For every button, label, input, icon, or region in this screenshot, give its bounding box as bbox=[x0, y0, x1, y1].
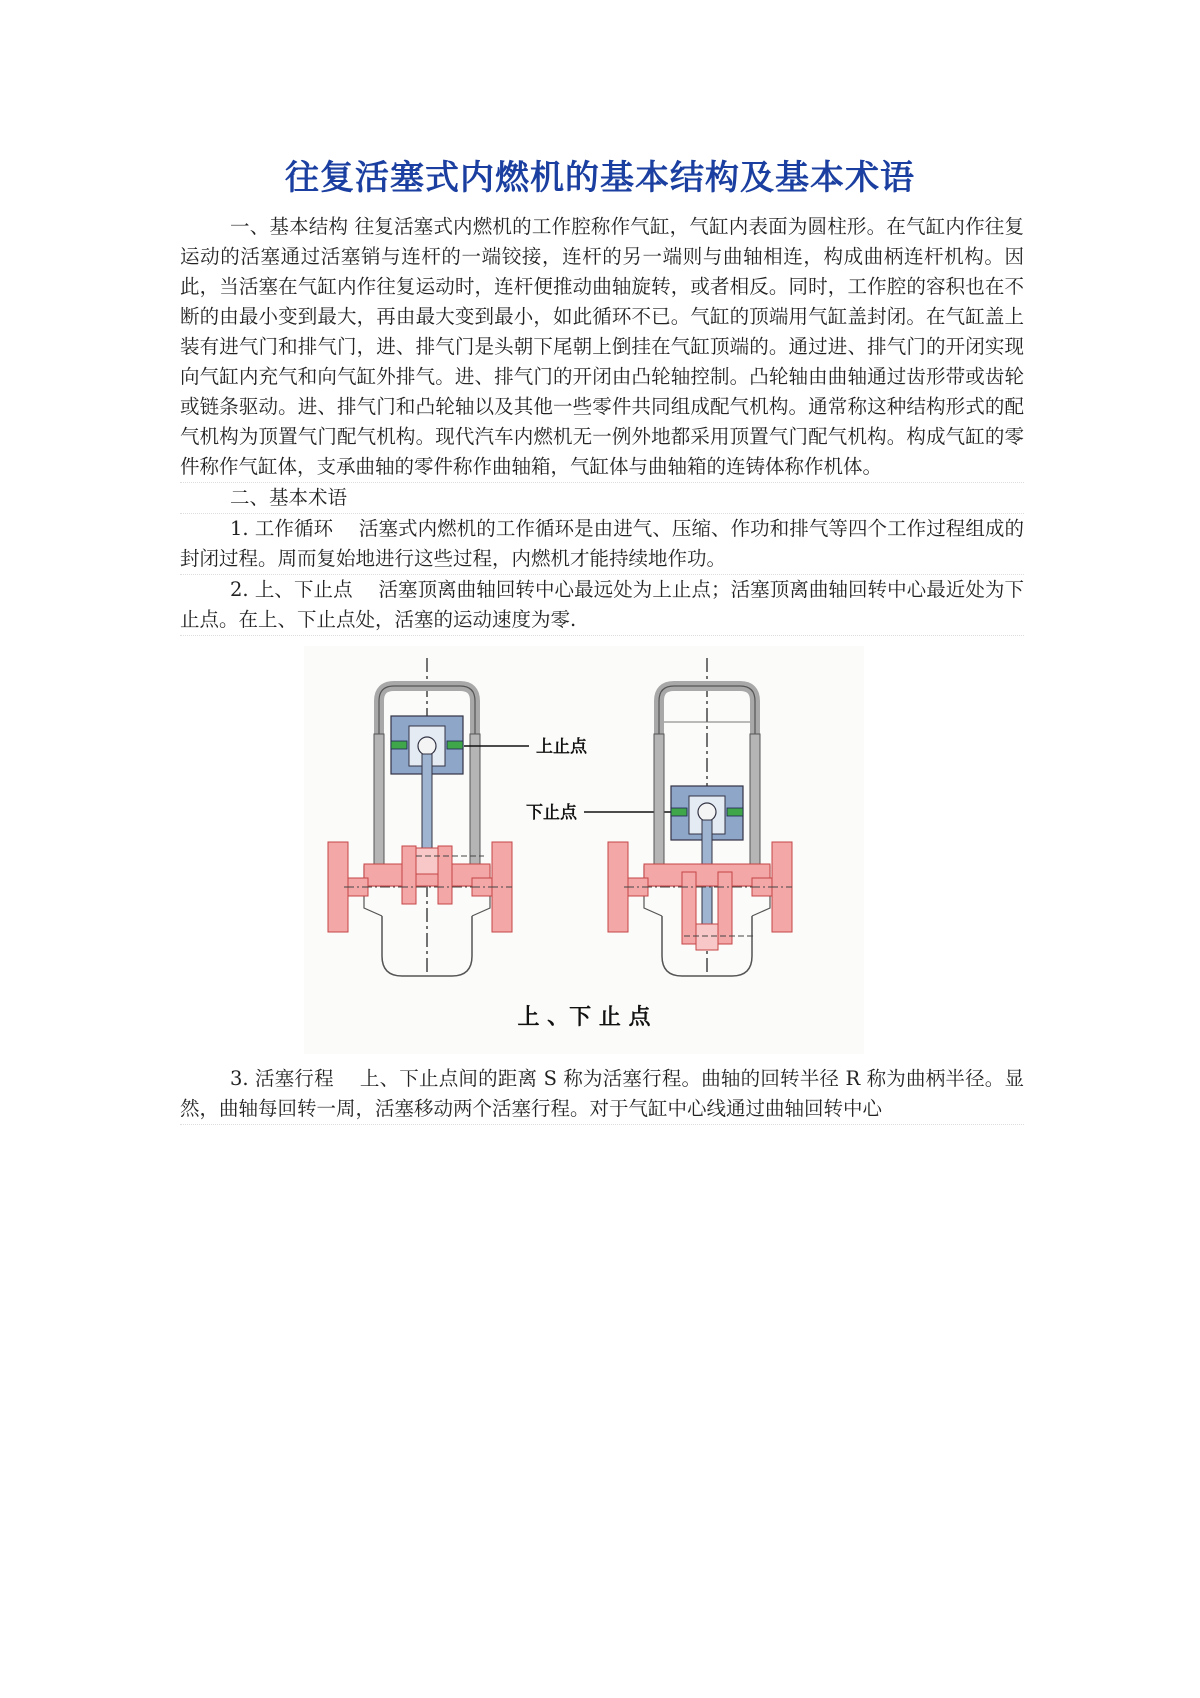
page-title: 往复活塞式内燃机的基本结构及基本术语 bbox=[285, 158, 915, 198]
cylinder-wall-left bbox=[374, 734, 384, 866]
paragraph-piston-stroke: 3. 活塞行程 上、下止点间的距离 S 称为活塞行程。曲轴的回转半径 R 称为曲柄半径。显然，曲轴每回转一周，活塞移动两个活塞行程。对于气缸中心线通过曲轴回转中心 bbox=[180, 1064, 1024, 1125]
paragraph-dead-centers: 2. 上、下止点 活塞顶离曲轴回转中心最远处为上止点；活塞顶离曲轴回转中心最近处为下止点。在上、下止点处，活塞的运动速度为零. bbox=[180, 575, 1024, 636]
paragraph-working-cycle: 1. 工作循环 活塞式内燃机的工作循环是由进气、压缩、作功和排气等四个工作过程组成的封闭过程。周而复始地进行这些过程，内燃机才能持续地作功。 bbox=[180, 514, 1024, 575]
document-body bbox=[180, 212, 1024, 1125]
pin-left-b bbox=[447, 741, 463, 749]
dead-center-figure bbox=[304, 646, 864, 1054]
cylinder-wall-right bbox=[470, 734, 480, 866]
engine-diagram bbox=[304, 646, 864, 1054]
paragraph-basic-structure: 一、基本结构 往复活塞式内燃机的工作腔称作气缸，气缸内表面为圆柱形。在气缸内作往复运动的活塞通过活塞销与连杆的一端铰接，连杆的另一端则与曲轴相连，构成曲柄连杆机构。因此，当活塞在气缸内作往复运动时，连杆便推动曲轴旋转，或者相反。同时，工作腔的容积也在不断的由最小变到最大，再由最大变到最小，如此循环不已。气缸的顶端用气缸盖封闭。在气缸盖上装有进气门和排气门，进、排气门是头朝下尾朝上倒挂在气缸顶端的。通过进、排气门的开闭实现向气缸内充气和向气缸外排气。进、排气门的开闭由凸轮轴控制。凸轮轴由曲轴通过齿形带或齿轮或链条驱动。进、排气门和凸轮轴以及其他一些零件共同组成配气机构。通常称这种结构形式的配气机构为顶置气门配气机构。现代汽车内燃机无一例外地都采用顶置气门配气机构。构成气缸的零件称作气缸体，支承曲轴的零件称作曲轴箱，气缸体与曲轴箱的连铸体称作机体。 bbox=[180, 212, 1024, 483]
engine-right bbox=[608, 658, 792, 976]
heading-basic-terms: 二、基本术语 bbox=[180, 483, 1024, 514]
label-bottom-dead-center: 下止点 bbox=[526, 803, 577, 823]
crankshaft-right bbox=[644, 864, 770, 886]
figure-caption: 上 、下 止 点 bbox=[517, 1005, 651, 1030]
engine-left bbox=[328, 658, 512, 976]
label-top-dead-center: 上止点 bbox=[536, 737, 587, 757]
pin-left-a bbox=[391, 741, 407, 749]
